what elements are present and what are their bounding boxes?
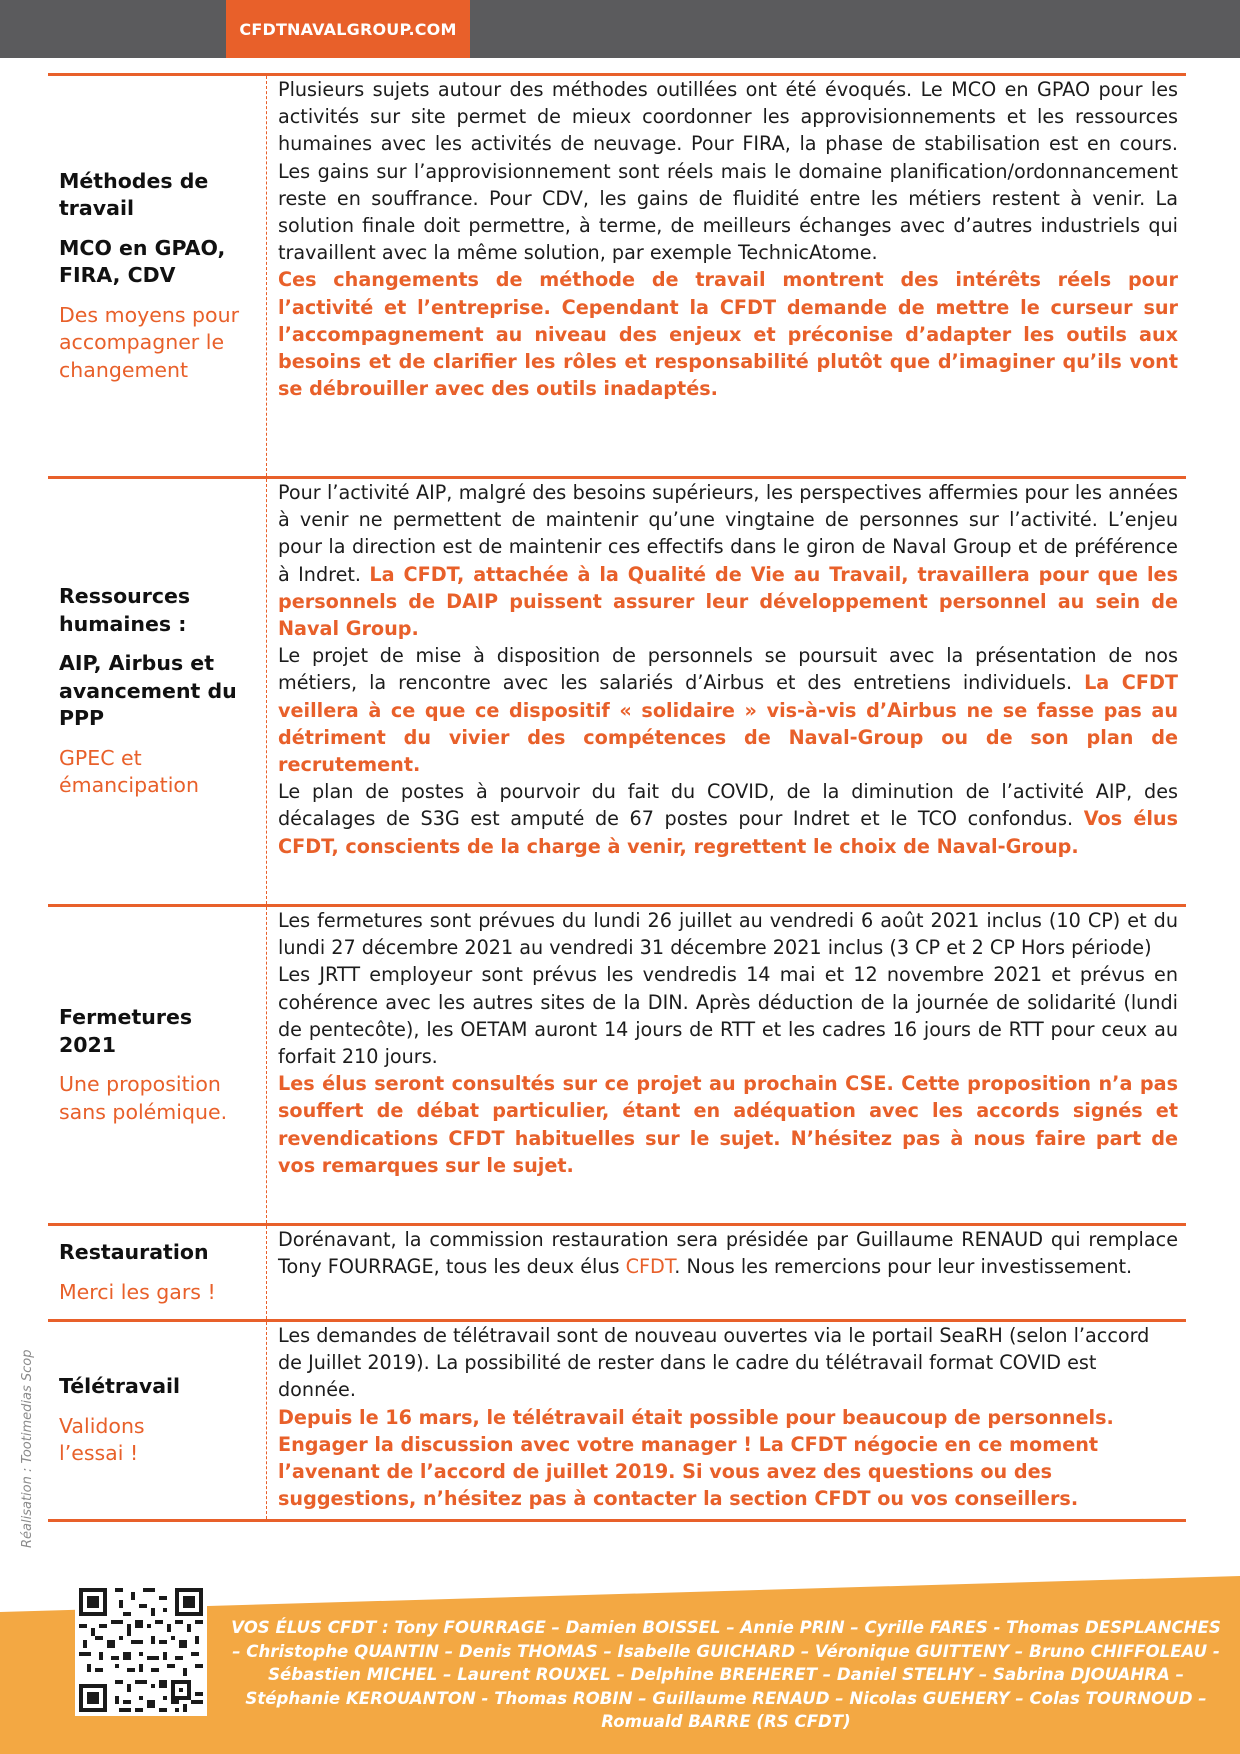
- column-divider: [266, 907, 267, 1223]
- body-paragraph: Plusieurs sujets autour des méthodes outillées ont été évoqués. Le MCO en GPAO pour les activités sur site permet de mieux coordonner les approvisionnements et les ressources humaines avec les activités de neuvage. Pour FIRA, la phase de stabilisation est en cours. Les gains sur l’approvisionnement sont réels mais le domaine planification/ordonnancement reste en souffrance. Pour CDV, les gains de fluidité entre les métiers restent à venir. La solution finale doit permettre, à terme, de meilleurs échanges avec d’autres industriels qui travaillent avec la même solution, par exemple TechnicAtome.: [278, 78, 1178, 265]
- section-subtitle: Des moyens pour accompagner le changement: [59, 302, 240, 382]
- elected-representatives-list: VOS ÉLUS CFDT : Tony FOURRAGE – Damien BOISSEL – Annie PRIN – Cyrille FARES - Thomas DESPLANCHES – Christophe QUANTIN – Denis THOMAS – Isabelle GUICHARD – Véronique GUITTENY – Bruno CHIFFOLEAU - Sébastien MICHEL – Laurent ROUXEL – Delphine BREHERET – Daniel STELHY – Sabrina DJOUAHRA – Stéphanie KEROUANTON - Thomas ROBIN – Guillaume RENAUD – Nicolas GUEHERY – Colas TOURNOUD – Romuald BARRE (RS CFDT): [231, 1618, 1221, 1731]
- section-body: [278, 1226, 1178, 1280]
- body-paragraph: Les JRTT employeur sont prévus les vendredis 14 mai et 12 novembre 2021 et prévus en cohérence avec les autres sites de la DIN. Après déduction de la journée de solidarité (lundi de pentecôte), les OETAM auront 14 jours de RTT et les cadres 16 jours de RTT pour ceux au forfait 210 jours.: [278, 963, 1178, 1069]
- section-body: [278, 76, 1178, 402]
- production-credit: Réalisation : Tootimedias Scop: [20, 1349, 35, 1548]
- body-text: Pour l’activité AIP, malgré des besoins supérieurs, les perspectives affermies pour les années à venir ne permettent de maintenir qu’une vingtaine de personnes sur l’activité. L’enjeu pour la direction est de maintenir ces effectifs dans le giron de Naval Group et de préférence à Indret.: [278, 481, 1178, 586]
- section-title: Télétravail: [59, 1374, 181, 1399]
- body-text: Dorénavant, la commission restauration sera présidée par Guillaume RENAUD qui remplace Tony FOURRAGE, tous les deux élus: [278, 1228, 1178, 1279]
- cfdt-position: La CFDT veillera à ce que ce dispositif « solidaire » vis-à-vis d’Airbus ne se fasse pas au détriment du vivier des compétences de Naval-Group ou de son plan de recrutement.: [278, 671, 1178, 777]
- cfdt-position: Vos élus CFDT, conscients de la charge à venir, regrettent le choix de Naval-Group.: [278, 807, 1178, 858]
- section-subtitle: GPEC et émancipation: [59, 745, 199, 798]
- section-ressources-humaines: [48, 476, 1186, 904]
- section-title: Restauration: [59, 1240, 209, 1264]
- column-divider: [266, 76, 267, 476]
- body-paragraph: Les fermetures sont prévues du lundi 26 juillet au vendredi 6 août 2021 inclus (10 CP) et du lundi 27 décembre 2021 au vendredi 31 décembre 2021 inclus (3 CP et 2 CP Hors période): [278, 909, 1178, 960]
- section-title: Fermetures 2021: [59, 1005, 193, 1057]
- body-paragraph: [278, 1226, 1178, 1280]
- section-sidebar: [59, 479, 259, 904]
- section-title: Méthodes de travail: [59, 168, 209, 221]
- body-text: Le plan de postes à pourvoir du fait du COVID, de la diminution de l’activité AIP, des décalages de S3G est amputé de 67 postes pour Indret et le TCO confondus.: [278, 780, 1178, 831]
- section-body: [278, 479, 1178, 860]
- column-divider: [266, 1226, 267, 1319]
- column-divider: [266, 479, 267, 904]
- body-paragraph: [278, 479, 1178, 642]
- section-sidebar: [59, 1322, 259, 1519]
- column-divider: [266, 1322, 267, 1519]
- body-paragraph: Les demandes de télétravail sont de nouveau ouvertes via le portail SeaRH (selon l’accord de Juillet 2019). La possibilité de rester dans le cadre du télétravail format COVID est donnée.: [278, 1324, 1150, 1402]
- cfdt-position: Les élus seront consultés sur ce projet au prochain CSE. Cette proposition n’a pas souffert de débat particulier, étant en adéquation avec les accords signés et revendications CFDT habituelles sur le sujet. N’hésitez pas à nous faire part de vos remarques sur le sujet.: [278, 1072, 1178, 1177]
- top-bar: [0, 0, 1240, 58]
- section-subtitle: Validons l’essai !: [59, 1413, 145, 1466]
- qr-code-icon[interactable]: [75, 1584, 207, 1716]
- cfdt-name: CFDT: [625, 1255, 675, 1279]
- body-paragraph: [278, 642, 1178, 778]
- cfdt-position: Ces changements de méthode de travail montrent des intérêts réels pour l’activité et l’entreprise. Cependant la CFDT demande de mettre le curseur sur l’accompagnement au niveau des enjeux et préconise d’adapter les outils aux besoins et de clarifier les rôles et responsabilité plutôt que d’imaginer qu’ils vont se débrouiller avec des outils inadaptés.: [278, 268, 1178, 401]
- section-subtitle: Une proposition sans polémique.: [59, 1072, 228, 1124]
- body-text: Le projet de mise à disposition de personnels se poursuit avec la présentation de nos métiers, la rencontre avec les salariés d’Airbus et des entretiens individuels.: [278, 644, 1178, 695]
- site-url-badge[interactable]: CFDTNAVALGROUP.COM: [226, 0, 470, 58]
- section-methodes: [48, 73, 1186, 476]
- section-sidebar: [59, 76, 259, 476]
- body-text: . Nous les remercions pour leur investissement.: [674, 1255, 1133, 1279]
- section-body: [278, 1322, 1158, 1512]
- section-sidebar: [59, 1226, 259, 1319]
- cfdt-position: Depuis le 16 mars, le télétravail était possible pour beaucoup de personnels. Engager la discussion avec votre manager ! La CFDT négocie en ce moment l’avenant de l’accord de juillet 2019. Si vous avez des questions ou des suggestions, n’hésitez pas à contacter la section CFDT ou vos conseillers.: [278, 1405, 1114, 1511]
- qr-code-graphic: [75, 1584, 207, 1716]
- section-sidebar: [59, 907, 259, 1223]
- section-restauration: [48, 1223, 1186, 1319]
- section-title: Ressources humaines :: [59, 584, 191, 636]
- section-fermetures: [48, 904, 1186, 1223]
- section-body: [278, 907, 1178, 1179]
- section-topics: AIP, Airbus et avancement du PPP: [59, 651, 237, 731]
- section-teletravail: [48, 1319, 1186, 1522]
- cfdt-position: La CFDT, attachée à la Qualité de Vie au Travail, travaillera pour que les personnels de DAIP puissent assurer leur développement personnel au sein de Naval Group.: [278, 562, 1178, 641]
- section-subtitle: Merci les gars !: [59, 1279, 216, 1304]
- body-paragraph: [278, 778, 1178, 860]
- section-topics: MCO en GPAO, FIRA, CDV: [59, 235, 226, 288]
